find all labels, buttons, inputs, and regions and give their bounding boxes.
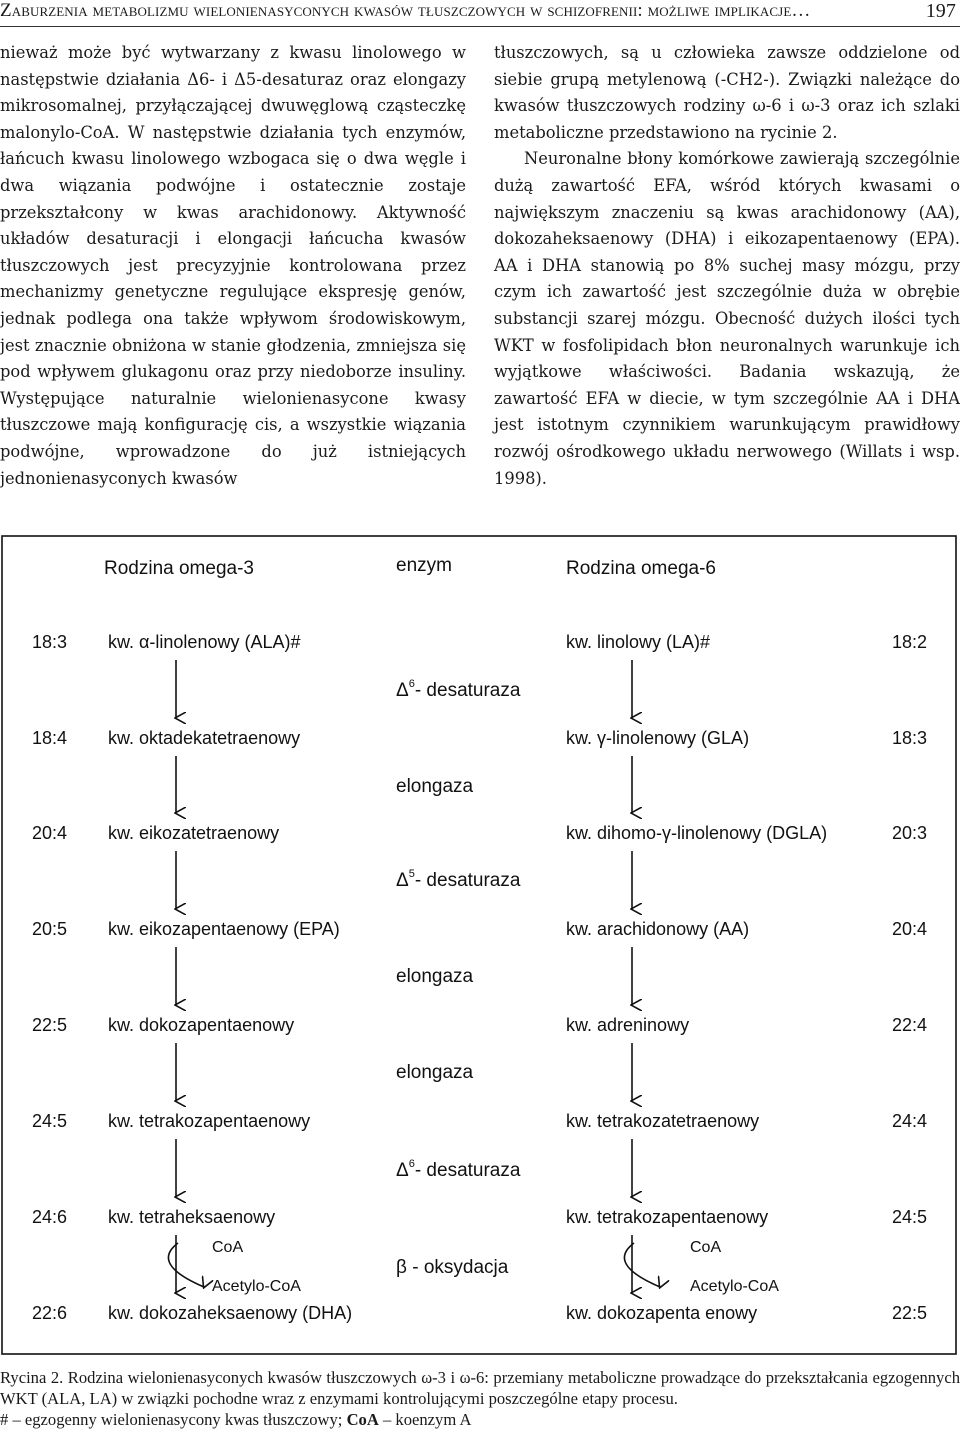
caption-text: Rodzina wielonienasyconych kwasów tłuszczowych ω-3 i ω-6: przemiany metaboliczne prowadzące do przekształcania egzogennych WKT (ALA, LA) w związki pochodne wraz z enzymami kontrolującymi poszczególne etapy procesu. — [0, 1368, 960, 1408]
omega6-code: 22:4 — [892, 1015, 928, 1035]
running-title: Zaburzenia metabolizmu wielonienasyconych kwasów tłuszczowych w schizofrenii: możliwe implikacje… — [0, 0, 811, 21]
running-header — [0, 0, 960, 26]
enzyme-label: elongaza — [396, 1062, 474, 1083]
omega3-code: 20:5 — [32, 919, 68, 939]
omega6-code: 24:5 — [892, 1207, 928, 1227]
figure-caption — [0, 1367, 960, 1430]
pathway-diagram — [0, 530, 960, 1356]
omega6-acid-name: kw. arachidonowy (AA) — [566, 919, 750, 939]
enzyme-label: $\Delta^6-$ desaturaza — [396, 1158, 521, 1181]
caption-hash-symbol: # — [0, 1410, 9, 1429]
omega3-acetyl-coa-label: Acetylo-CoA — [212, 1278, 301, 1295]
omega3-code: 18:4 — [32, 728, 68, 748]
enzyme-label: $\Delta^5-$ desaturaza — [396, 868, 521, 891]
omega3-code: 18:3 — [32, 632, 68, 652]
omega6-acid-name: kw. adreninowy — [566, 1015, 690, 1035]
enzyme-label: elongaza — [396, 966, 474, 987]
right-column — [494, 40, 960, 492]
header-rule — [0, 26, 960, 27]
omega3-code: 22:5 — [32, 1015, 68, 1035]
pathway-figure — [0, 530, 960, 1356]
omega6-acetyl-coa-label: Acetylo-CoA — [690, 1278, 779, 1295]
header-omega-6: Rodzina omega-6 — [566, 558, 716, 579]
figure-frame — [2, 536, 956, 1354]
omega3-acid-name: kw. α-linolenowy (ALA)# — [108, 632, 301, 652]
omega6-coa-curve-arrow — [624, 1243, 660, 1287]
omega6-acid-name: kw. dokozapenta enowy — [566, 1303, 758, 1323]
omega3-acid-name: kw. dokozaheksaenowy (DHA) — [108, 1303, 353, 1323]
enzyme-label: elongaza — [396, 776, 474, 797]
left-column — [0, 40, 466, 492]
enzyme-label: $\Delta^6-$ desaturaza — [396, 678, 521, 701]
header-enzyme: enzym — [396, 555, 452, 576]
header-omega-3: Rodzina omega-3 — [104, 558, 254, 579]
omega6-code: 18:3 — [892, 728, 928, 748]
omega3-code: 20:4 — [32, 823, 68, 843]
omega3-coa-curve-arrow — [168, 1243, 204, 1287]
omega6-coa-label: CoA — [690, 1239, 722, 1256]
caption-label: Rycina 2. — [0, 1368, 64, 1387]
caption-coa-text: – koenzym A — [382, 1410, 472, 1429]
omega3-code: 24:5 — [32, 1111, 68, 1131]
omega6-acid-name: kw. tetrakozapentaenowy — [566, 1207, 769, 1227]
page-number: 197 — [925, 0, 956, 22]
enzyme-label: β - oksydacja — [396, 1257, 509, 1278]
right-paragraph-1: tłuszczowych, są u człowieka zawsze oddzielone od siebie grupą metylenową (-CH2-). Związki należące do kwasów tłuszczowych rodziny ω-6 i ω-3 oraz ich szlaki metaboliczne przedstawiono na rycinie 2. — [494, 43, 960, 142]
omega6-code: 18:2 — [892, 632, 928, 652]
omega3-acid-name: kw. eikozatetraenowy — [108, 823, 280, 843]
omega6-code: 20:3 — [892, 823, 928, 843]
omega6-acid-name: kw. dihomo-γ-linolenowy (DGLA) — [566, 823, 828, 843]
caption-coa-term: CoA — [346, 1410, 379, 1429]
omega3-code: 22:6 — [32, 1303, 68, 1323]
omega3-acid-name: kw. tetrakozapentaenowy — [108, 1111, 311, 1131]
omega3-code: 24:6 — [32, 1207, 68, 1227]
omega3-acid-name: kw. oktadekatetraenowy — [108, 728, 301, 748]
omega3-coa-label: CoA — [212, 1239, 244, 1256]
omega3-acid-name: kw. eikozapentaenowy (EPA) — [108, 919, 340, 939]
omega6-acid-name: kw. linolowy (LA)# — [566, 632, 711, 652]
omega6-code: 20:4 — [892, 919, 928, 939]
omega6-code: 24:4 — [892, 1111, 928, 1131]
omega6-acid-name: kw. tetrakozatetraenowy — [566, 1111, 760, 1131]
omega6-code: 22:5 — [892, 1303, 928, 1323]
right-paragraph-2: Neuronalne błony komórkowe zawierają szczególnie dużą zawartość EFA, wśród których kwasami o największym znaczeniu są kwas arachidonowy (AA), dokozaheksaenowy (DHA) i eikozapentaenowy (EPA). AA i DHA stanowią po 8% suchej masy mózgu, przy czym ich zawartość jest szczególnie duża w obrębie substancji szarej mózgu. Obecność dużych ilości tych WKT w fosfolipidach błon neuronalnych warunkuje ich wyjątkowe właściwości. Badania wskazują, że zawartość EFA w diecie, w tym szczególnie AA i DHA jest istotnym czynnikiem warunkującym prawidłowy rozwój ośrodkowego układu nerwowego (Willats i wsp. 1998). — [494, 149, 960, 488]
caption-hash-text: – egzogenny wielonienasycony kwas tłuszczowy; — [12, 1410, 343, 1429]
omega3-acid-name: kw. tetraheksaenowy — [108, 1207, 276, 1227]
omega6-acid-name: kw. γ-linolenowy (GLA) — [566, 728, 750, 748]
omega3-acid-name: kw. dokozapentaenowy — [108, 1015, 295, 1035]
left-paragraph: nieważ może być wytwarzany z kwasu linolowego w następstwie działania Δ6- i Δ5-desaturaz oraz elongazy mikrosomalnej, przyłączającej dwuwęglową cząsteczkę malonylo-CoA. W następstwie działania tych enzymów, łańcuch kwasu linolowego wzbogaca się o dwa węgle i dwa wiązania podwójne i ostatecznie zostaje przekształcony w kwas arachidonowy. Aktywność układów desaturacji i elongacji łańcucha kwasów tłuszczowych jest precyzyjnie kontrolowana przez mechanizmy genetyczne regulujące ekspresję genów, jednak podlega ona także wpływom środowiskowym, jest znacznie obniżona w stanie głodzenia, zmniejsza się pod wpływem glukagonu oraz przy niedoborze insuliny. Występujące naturalnie wielonienasycone kwasy tłuszczowe mają konfigurację cis, a wszystkie wiązania podwójne, wprowadzone do już istniejących jednonienasyconych kwasów — [0, 43, 466, 488]
